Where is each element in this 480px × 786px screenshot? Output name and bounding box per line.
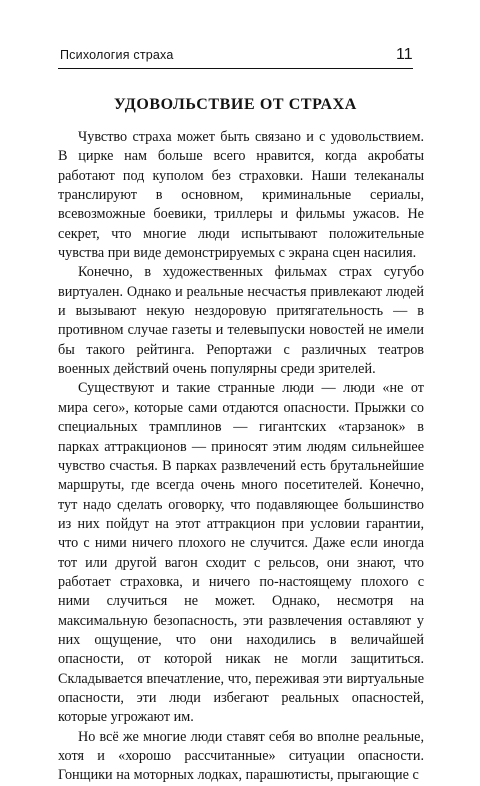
body-text [58,128,424,786]
running-header [58,46,413,69]
page-number: 11 [396,46,413,63]
paragraph: Чувство страха может быть связано и с удовольствием. В цирке нам больше всего нравится, когда акробаты работают под куполом без страховки. Наши телеканалы транслируют в основном, криминальные сериалы, всевозможные боевики, триллеры и фильмы ужасов. Не секрет, что многие люди испытывают положительные чувства при виде демонстрируемых с экрана сцен насилия. [58,129,424,262]
running-title: Психология страха [60,48,174,62]
paragraph: Конечно, в художественных фильмах страх сугубо виртуален. Однако и реальные несчастья привлекают людей и вызывают некую нездоровую притягательность — в противном случае газеты и телевыпуски новостей не имели бы такого рейтинга. Репортажи с различных театров военных действий очень популярны среди зрителей. [58,264,424,378]
paragraph: Но всё же многие люди ставят себя во вполне реальные, хотя и «хорошо рассчитанные» ситуации опасности. Гонщики на моторных лодках, парашютисты, прыгающие с [58,728,424,784]
paragraph: Существуют и такие странные люди — люди «не от мира сего», которые сами отдаются опасности. Прыжки со специальных трамплинов — гигантских «тарзанок» в парках аттракционов — приносят этим людям сильнейшее чувство счастья. В парках развлечений есть брутальнейшие маршруты, где всегда очень много посетителей. Конечно, тут надо сделать оговорку, что подавляющее большинство из них пойдут на этот аттракцион при условии гарантии, что с ними ничего плохого не случится. Даже если иногда тот или другой вагон сходит с рельсов, они знают, что работает страховка, и ничего по-настоящему плохого с ними случиться не может. Однако, несмотря на максимальную безопасность, эти развлечения оставляют у них ощущение, что они находились в величайшей опасности, от которой никак не могли защититься. Складывается впечатление, что, переживая эти виртуальные опасности, эти люди избегают реальных опасностей, которые угрожают им. [58,380,424,726]
chapter-title: УДОВОЛЬСТВИЕ ОТ СТРАХА [114,96,357,113]
